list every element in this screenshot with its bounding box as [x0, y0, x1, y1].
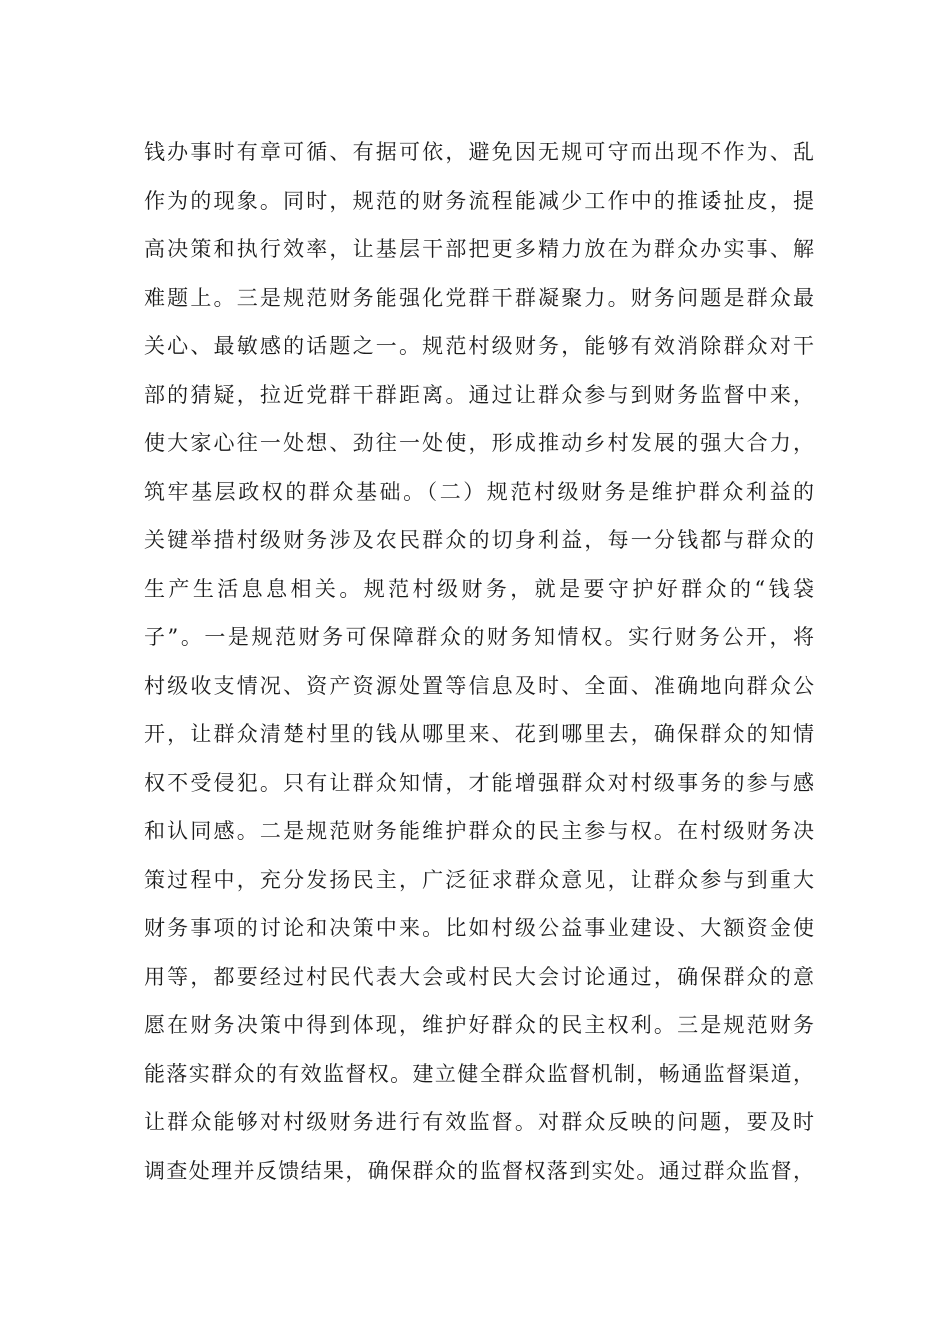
text-line: 关心、最敏感的话题之一。规范村级财务，能够有效消除群众对干 [144, 334, 814, 358]
text-line: 策过程中，充分发扬民主，广泛征求群众意见，让群众参与到重大 [144, 867, 814, 892]
body-text [144, 136, 814, 1203]
text-line: 用等，都要经过村民代表大会或村民大会讨论通过，确保群众的意 [144, 964, 814, 989]
text-line: 权不受侵犯。只有让群众知情，才能增强群众对村级事务的参与感 [144, 770, 814, 795]
text-line: 高决策和执行效率，让基层干部把更多精力放在为群众办实事、解 [144, 237, 814, 261]
text-line: 开，让群众清楚村里的钱从哪里来、花到哪里去，确保群众的知情 [144, 722, 814, 746]
text-line: 子”。一是规范财务可保障群众的财务知情权。实行财务公开，将 [144, 625, 814, 649]
text-line: 部的猜疑，拉近党群干群距离。通过让群众参与到财务监督中来， [144, 382, 814, 407]
text-line: 难题上。三是规范财务能强化党群干群凝聚力。财务问题是群众最 [144, 285, 814, 310]
text-line: 筑牢基层政权的群众基础。（二）规范村级财务是维护群众利益的 [144, 479, 814, 504]
text-line: 愿在财务决策中得到体现，维护好群众的民主权利。三是规范财务 [144, 1013, 814, 1037]
text-line: 能落实群众的有效监督权。建立健全群众监督机制，畅通监督渠道， [144, 1061, 814, 1086]
text-line: 生产生活息息相关。规范村级财务，就是要守护好群众的“钱袋 [144, 576, 814, 601]
text-line: 财务事项的讨论和决策中来。比如村级公益事业建设、大额资金使 [144, 916, 814, 940]
text-line: 使大家心往一处想、劲往一处使，形成推动乡村发展的强大合力， [144, 431, 814, 455]
text-line: 钱办事时有章可循、有据可依，避免因无规可守而出现不作为、乱 [144, 140, 814, 164]
text-line: 关键举措村级财务涉及农民群众的切身利益，每一分钱都与群众的 [144, 528, 814, 552]
text-line: 和认同感。二是规范财务能维护群众的民主参与权。在村级财务决 [144, 819, 814, 843]
text-line: 作为的现象。同时，规范的财务流程能减少工作中的推诿扯皮，提 [144, 188, 814, 213]
text-line: 让群众能够对村级财务进行有效监督。对群众反映的问题，要及时 [144, 1110, 814, 1134]
text-line: 调查处理并反馈结果，确保群众的监督权落到实处。通过群众监督， [144, 1158, 814, 1183]
text-line: 村级收支情况、资产资源处置等信息及时、全面、准确地向群众公 [144, 673, 814, 698]
